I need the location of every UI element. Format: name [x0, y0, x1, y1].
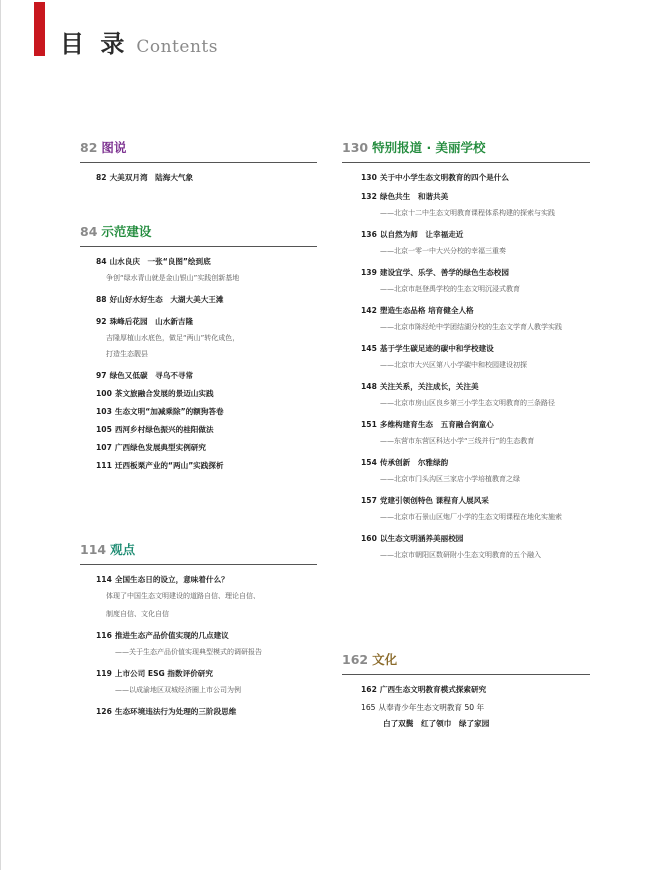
toc-subtitle: ——北京市大兴区第八小学碳中和校园建设初探 — [380, 361, 527, 369]
section-wenhua — [342, 650, 590, 729]
toc-entry[interactable]: 142 塑造生态品格 培育健全人格 — [361, 306, 474, 315]
accent-bar — [34, 2, 45, 56]
toc-entry[interactable]: 130 关于中小学生态文明教育的四个是什么 — [361, 173, 509, 182]
toc-subtitle: ——东营市东营区科达小学“三线并行”的生态教育 — [380, 437, 535, 445]
toc-subtitle: 制度自信、文化自信 — [106, 610, 169, 618]
toc-entry[interactable]: 107 广西绿色发展典型实例研究 — [96, 443, 206, 452]
toc-entry[interactable]: 165 从奉青少年生态文明教育 50 年 — [361, 703, 485, 712]
toc-subtitle: ——以成渝地区双城经济圈上市公司为例 — [115, 686, 241, 694]
section-heading[interactable]: 114 观点 — [80, 540, 317, 565]
section-special-report — [342, 138, 590, 560]
toc-entry[interactable]: 136 以自然为师 让幸福走近 — [361, 230, 464, 239]
toc-subtitle: 白了双鬓 红了领巾 绿了家园 — [383, 719, 490, 728]
toc-subtitle: ——北京市陈经纶中学团结湖分校的生态文学育人教学实践 — [380, 323, 562, 331]
toc-entry[interactable]: 148 关注关系，关注成长，关注美 — [361, 382, 479, 391]
section-guandian — [80, 540, 317, 717]
section-heading[interactable]: 84 示范建设 — [80, 222, 317, 247]
section-heading[interactable]: 82 图说 — [80, 138, 317, 163]
toc-subtitle: ——北京市门头沟区三家店小学培植教育之绿 — [380, 475, 520, 483]
toc-entry[interactable]: 92 珠峰后花园 山水新吉隆 — [96, 317, 194, 326]
toc-subtitle: ——北京一零一中大兴分校的幸福三重奏 — [380, 247, 506, 255]
toc-subtitle: ——北京十二中生态文明教育课程体系构建的探索与实践 — [380, 209, 555, 217]
toc-subtitle: ——北京市房山区良乡第三小学生态文明教育的三条路径 — [380, 399, 555, 407]
page-title — [60, 24, 218, 59]
toc-subtitle: ——北京市石景山区炮厂小学的生态文明课程在地化实施索 — [380, 513, 562, 521]
toc-entry[interactable]: 88 好山好水好生态 大湖大美大王滩 — [96, 295, 224, 304]
toc-subtitle: ——北京市赵登禹学校的生态文明沉浸式教育 — [380, 285, 520, 293]
toc-entry[interactable]: 162 广西生态文明教育模式探索研究 — [361, 685, 487, 694]
toc-entry[interactable]: 103 生态文明“加减乘除”的额狗答卷 — [96, 407, 224, 416]
toc-subtitle: ——关于生态产品价值实现典型模式的调研报告 — [115, 648, 262, 656]
toc-subtitle: 打造生态靓县 — [106, 350, 148, 358]
toc-entry[interactable]: 160 以生态文明涵养美丽校园 — [361, 534, 464, 543]
section-tushuo — [80, 138, 317, 183]
toc-entry[interactable]: 97 绿色又低碳 寻乌不寻常 — [96, 371, 194, 380]
section-shifan — [80, 222, 317, 471]
toc-entry[interactable]: 116 推进生态产品价值实现的几点建议 — [96, 631, 229, 640]
title-chinese: 目 录 — [60, 30, 129, 58]
toc-entry[interactable]: 119 上市公司 ESG 指数评价研究 — [96, 669, 213, 678]
toc-entry[interactable]: 145 基于学生碳足迹的碳中和学校建设 — [361, 344, 494, 353]
title-english: Contents — [136, 37, 218, 57]
toc-entry[interactable]: 82 大美双月湾 陆海大气象 — [96, 173, 194, 182]
toc-entry[interactable]: 114 全国生态日的设立，意味着什么？ — [96, 575, 229, 584]
toc-entry[interactable]: 151 多维构建育生态 五育融合润童心 — [361, 420, 494, 429]
toc-entry[interactable]: 132 绿色共生 和谐共美 — [361, 192, 449, 201]
toc-subtitle: 争创“绿水青山就是金山银山”实践创新基地 — [106, 274, 240, 282]
toc-subtitle: ——北京市朝阳区数研附小生态文明教育的五个融入 — [380, 551, 541, 559]
page-edge — [0, 0, 1, 870]
section-heading[interactable]: 162 文化 — [342, 650, 590, 675]
section-heading[interactable]: 130 特别报道 · 美丽学校 — [342, 138, 590, 163]
toc-subtitle: 体现了中国生态文明建设的道路自信、理论自信、 — [106, 592, 260, 600]
toc-entry[interactable]: 105 西河乡村绿色振兴的桂阳做法 — [96, 425, 214, 434]
toc-subtitle: 吉隆厚植山水底色，做足“两山”转化成色， — [106, 334, 240, 342]
toc-entry[interactable]: 139 建设宜学、乐学、善学的绿色生态校园 — [361, 268, 509, 277]
toc-entry[interactable]: 126 生态环境违法行为处理的三阶段思维 — [96, 707, 237, 716]
toc-entry[interactable]: 84 山水良庆 一张“良图”绘到底 — [96, 257, 211, 266]
toc-entry[interactable]: 100 茶文旅融合发展的景迈山实践 — [96, 389, 214, 398]
toc-entry[interactable]: 154 传承创新 尔雅绿韵 — [361, 458, 449, 467]
toc-entry[interactable]: 157 党建引领创特色 课程育人展风采 — [361, 496, 489, 505]
toc-entry[interactable]: 111 迁西板栗产业的“两山”实践探析 — [96, 461, 224, 470]
